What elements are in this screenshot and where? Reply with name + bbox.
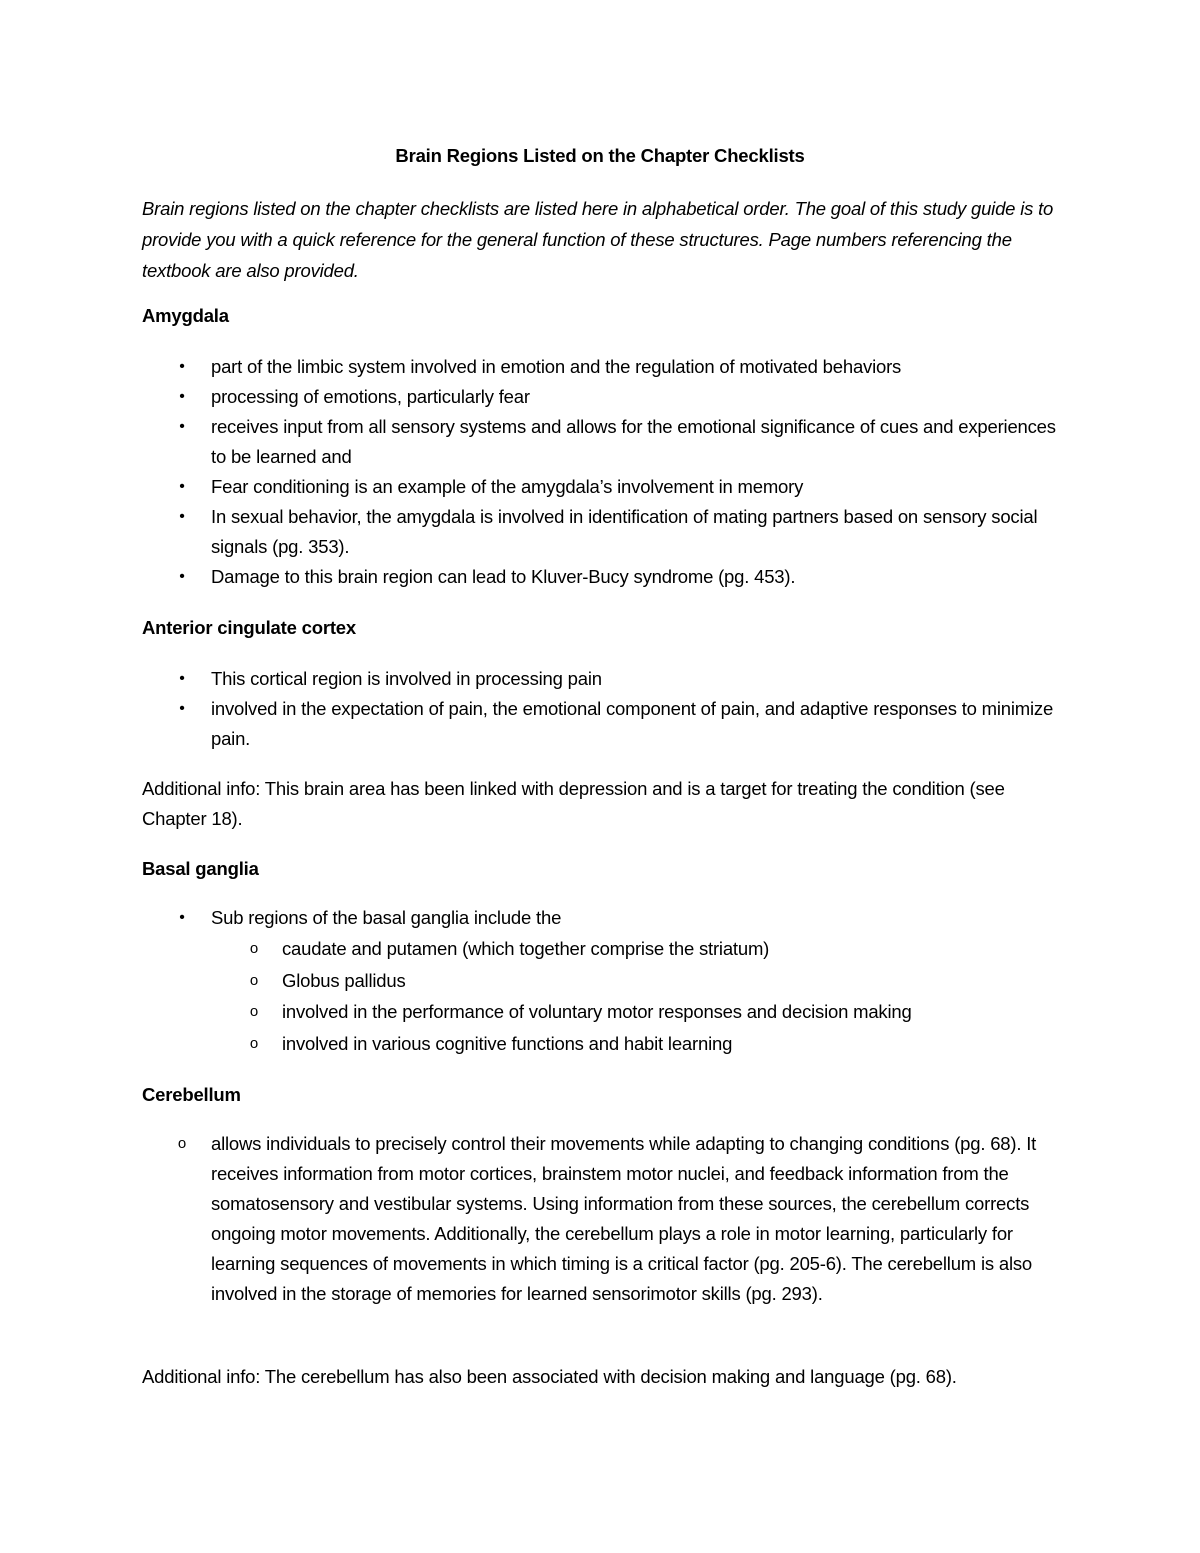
list-item: • Damage to this brain region can lead to Kluver-Bucy syndrome (pg. 453). bbox=[0, 562, 1071, 592]
bullet-icon: • bbox=[179, 508, 185, 525]
list-item: • processing of emotions, particularly fear bbox=[0, 382, 1071, 412]
cerebellum-list bbox=[0, 1129, 1071, 1309]
hollow-bullet-icon: o bbox=[249, 1003, 259, 1020]
bullet-icon: • bbox=[179, 418, 185, 435]
cerebellum-additional-info: Additional info: The cerebellum has also been associated with decision making and language (pg. 68). bbox=[142, 1366, 957, 1387]
sub-list-item: o caudate and putamen (which together comprise the striatum) bbox=[0, 933, 1062, 965]
hollow-bullet-icon: o bbox=[249, 1034, 259, 1052]
list-item: • This cortical region is involved in processing pain bbox=[0, 664, 1071, 694]
bullet-icon: • bbox=[179, 388, 185, 405]
list-item: • part of the limbic system involved in emotion and the regulation of motivated behaviors bbox=[0, 352, 1071, 382]
bullet-icon: • bbox=[179, 478, 185, 495]
basal-ganglia-list bbox=[0, 903, 1071, 1059]
heading-cerebellum: Cerebellum bbox=[142, 1084, 241, 1105]
sub-list-item: o involved in the performance of voluntary motor responses and decision making bbox=[0, 996, 1062, 1028]
bullet-icon: • bbox=[179, 568, 185, 585]
list-item: • In sexual behavior, the amygdala is involved in identification of mating partners based on sensory social signals (pg. 353). bbox=[0, 502, 1071, 562]
acc-additional-info: Additional info: This brain area has been linked with depression and is a target for treating the condition (see Chapter 18). bbox=[142, 778, 1005, 829]
heading-anterior-cingulate-cortex: Anterior cingulate cortex bbox=[142, 617, 356, 638]
intro-paragraph: Brain regions listed on the chapter checklists are listed here in alphabetical order. The goal of this study guide is to provide you with a quick reference for the general function of these structures. Page numbers referencing the textbook are also provided. bbox=[142, 198, 1054, 281]
hollow-bullet-icon: o bbox=[249, 971, 259, 989]
acc-list bbox=[0, 664, 1071, 754]
sub-list-item: o Globus pallidus bbox=[0, 965, 1062, 997]
list-item: • involved in the expectation of pain, the emotional component of pain, and adaptive responses to minimize pain. bbox=[0, 694, 1071, 754]
sub-list-item: o involved in various cognitive functions and habit learning bbox=[0, 1028, 1062, 1060]
hollow-bullet-icon: o bbox=[177, 1135, 187, 1152]
heading-basal-ganglia: Basal ganglia bbox=[142, 858, 259, 879]
list-item: • Sub regions of the basal ganglia include the bbox=[0, 903, 1071, 933]
document-title: Brain Regions Listed on the Chapter Checklists bbox=[395, 145, 805, 166]
bullet-icon: • bbox=[179, 670, 185, 687]
list-item: • Fear conditioning is an example of the amygdala’s involvement in memory bbox=[0, 472, 1071, 502]
amygdala-list bbox=[0, 352, 1071, 592]
list-item: • receives input from all sensory systems and allows for the emotional significance of cues and experiences to be learned and bbox=[0, 412, 1071, 472]
hollow-bullet-icon: o bbox=[249, 940, 259, 957]
bullet-icon: • bbox=[179, 909, 185, 926]
bullet-icon: • bbox=[179, 358, 185, 375]
list-item: o allows individuals to precisely control their movements while adapting to changing conditions (pg. 68). It receives information from motor cortices, brainstem motor nuclei, and feedback information from the somatosensory and vestibular systems. Using information from these sources, the cerebellum corrects ongoing motor movements. Additionally, the cerebellum plays a role in motor learning, particularly for learning sequences of movements in which timing is a critical factor (pg. 205-6). The cerebellum is also involved in the storage of memories for learned sensorimotor skills (pg. 293). bbox=[0, 1129, 1071, 1309]
bullet-icon: • bbox=[179, 700, 185, 717]
heading-amygdala: Amygdala bbox=[142, 305, 229, 326]
